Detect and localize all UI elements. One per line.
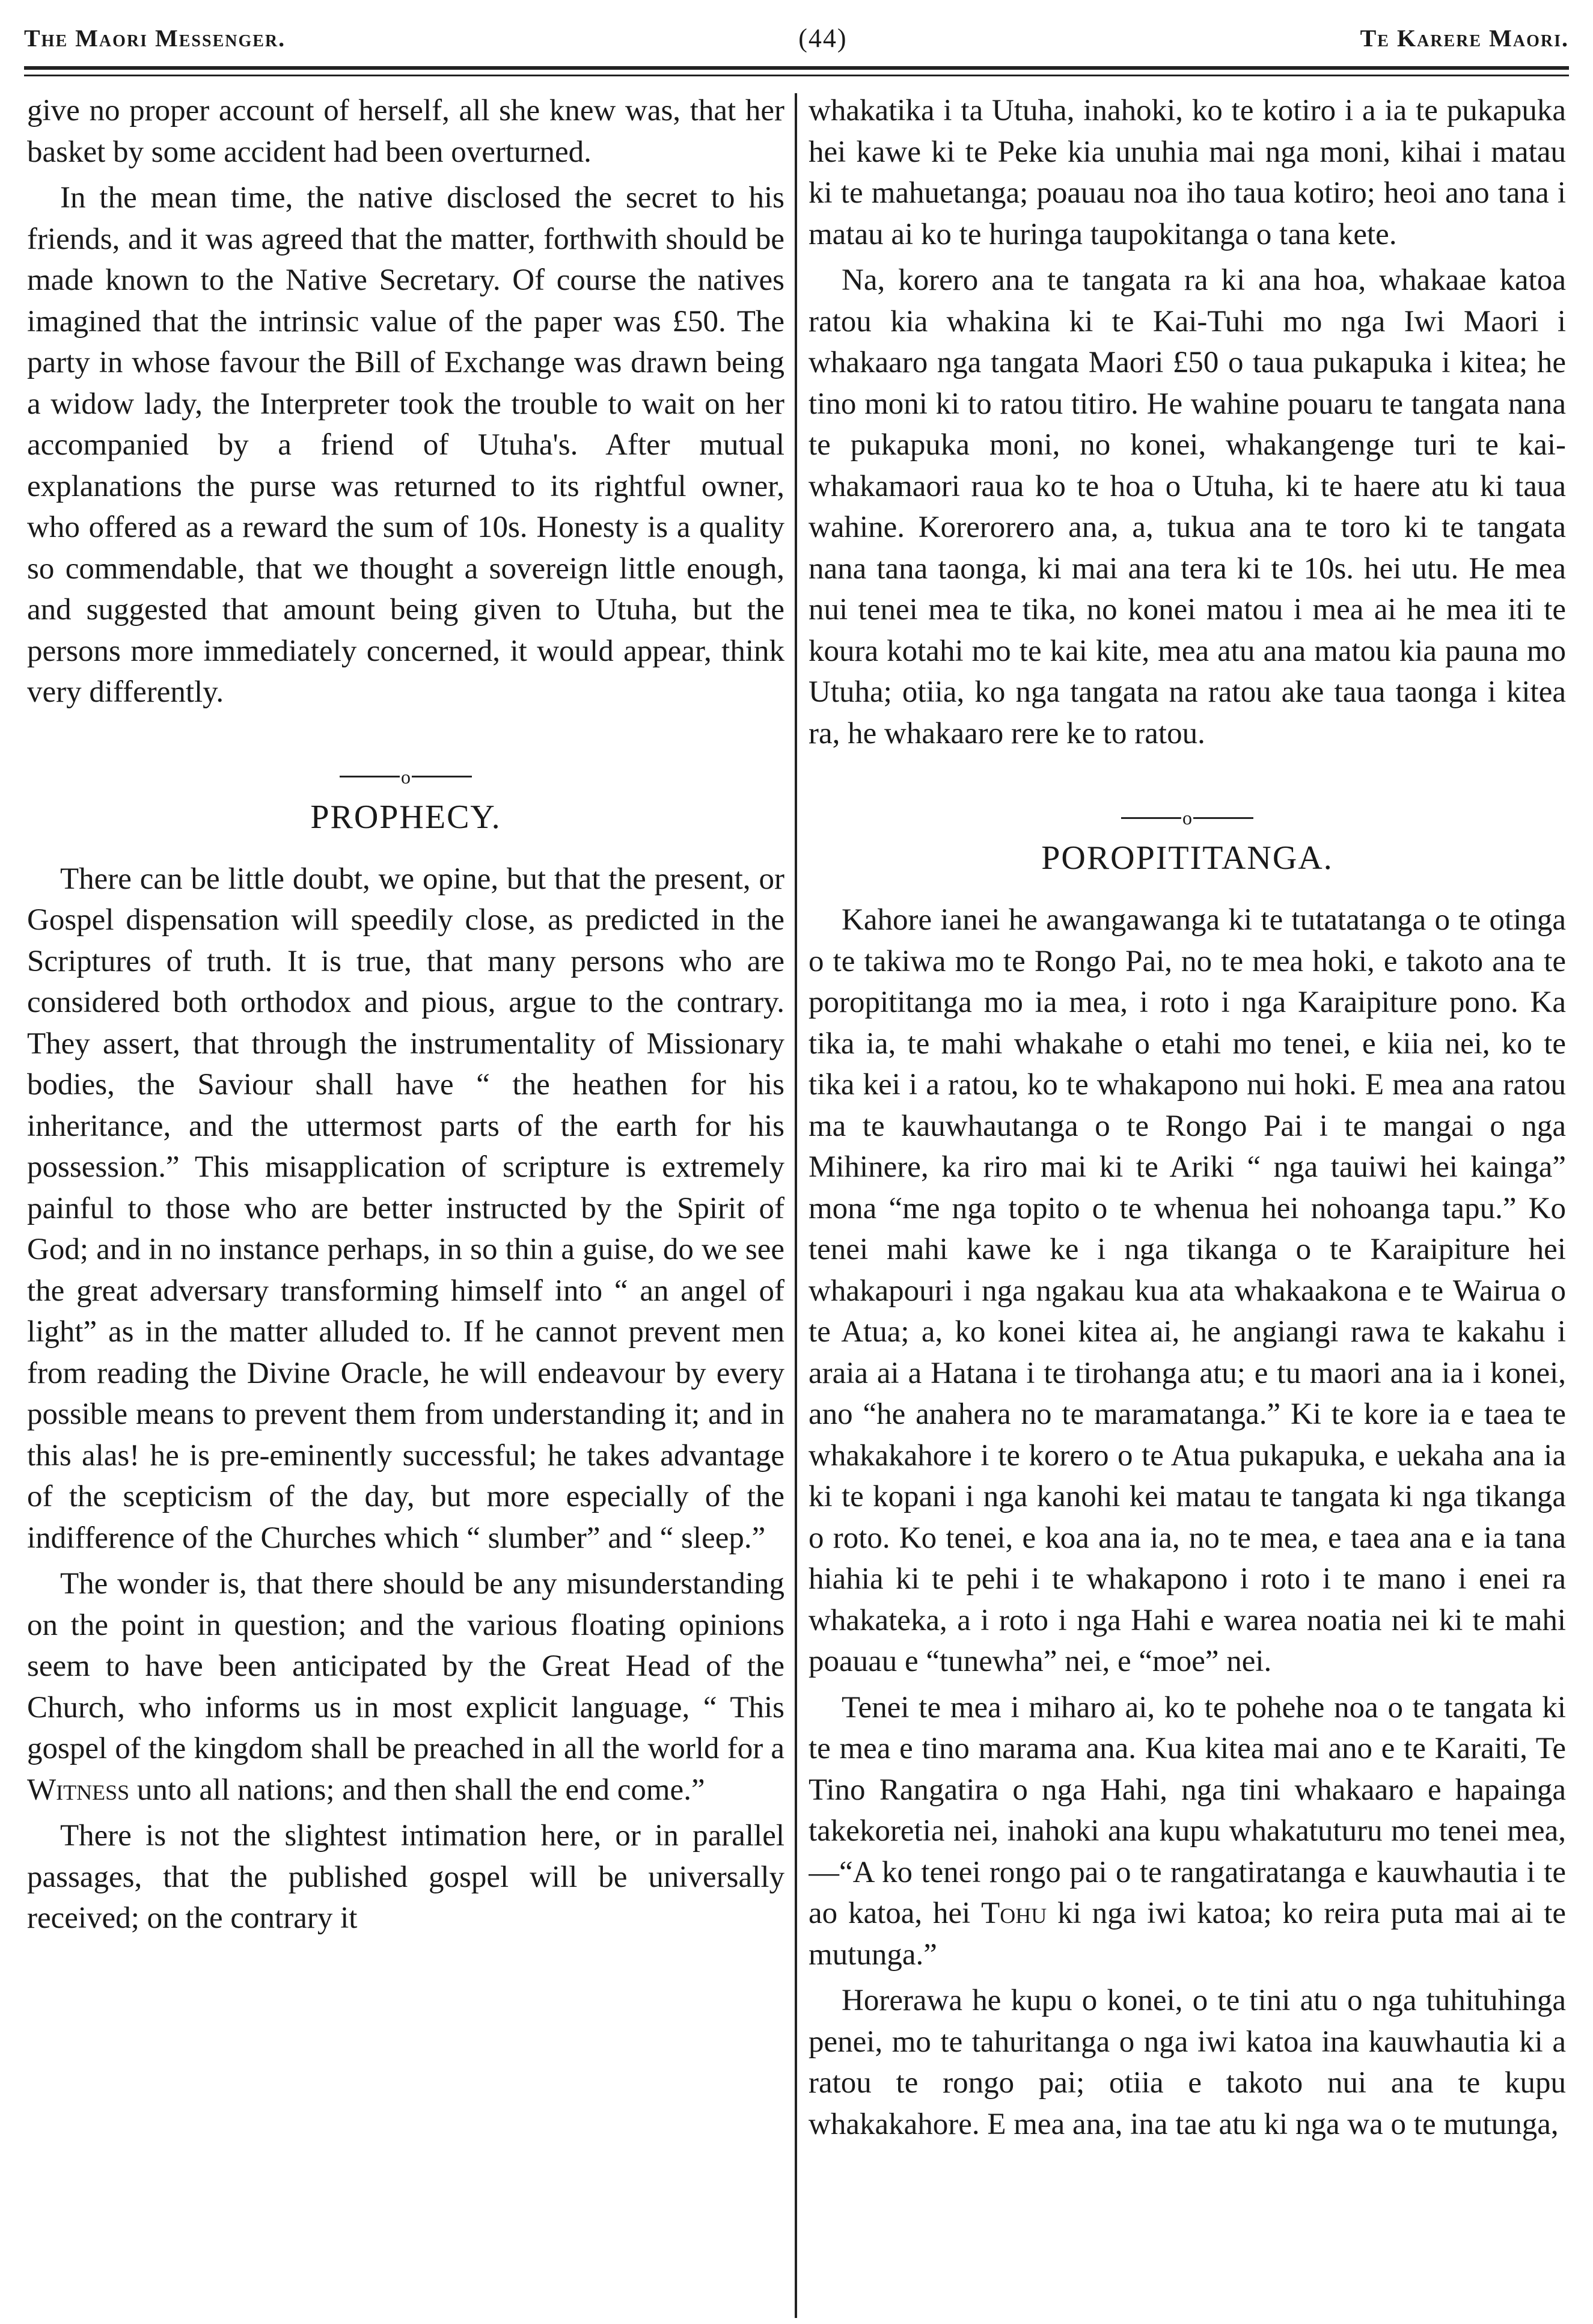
text-run: Tenei te mea i miharo ai, ko te pohehe noa o te tangata ki te mea e tino marama ana. Kua kitea mai ano e te Karaiti, Te Tino Rangatira o nga Hahi, nga tini whakaaro e hapainga takekoretia nei, inahoki ana kupu whakatuturu mo tenei mea, —“A ko tenei rongo pai o te rangatiratanga e kauwhautia i te ao katoa, hei	[809, 1690, 1566, 1930]
section-heading: POROPITITANGA.	[1041, 839, 1333, 877]
paragraph: Kahore ianei he awangawanga ki te tutatatanga o te otinga o te takiwa mo te Rongo Pai, no te mea hoki, e takoto ana te poropititanga mo ia mea, i roto i nga Karaipiture pono. Ka tika ia, te mahi whakahe o etahi mo tenei, e kiia nei, ko te tika kei i a ratou, ko te whakapono nui hoki. E mea ana ratou ma te kauwhautanga o te Rongo Pai i te mangai o nga Mihinere, ka riro mai ki te Ariki “ nga tauiwi hei kainga” mona “me nga topito o te whenua hei nohoanga tapu.” Ko tenei mahi kawe ke i nga tikanga o te Karaipiture hei whakapouri i nga ngakau kua ata whakaakona e te Wairua o te Atua; a, ko konei kitea ai, he angiangi rawa te kakahu i araia ai a Hatana i te tirohanga atu; e tu maori ana ia i konei, ano “he anahera no te maramatanga.” Ki te kore ia e taea te whakakahore i te korero o te Atua pukapuka, e uekaha ana ia ki te kopani i nga kanohi kei matau te tangata ki nga tikanga o roto. Ko tenei, e koa ana ia, no te mea, e taea ana e ia tana hiahia ki te pehi i te whakapono i roto i te mano i enei ra whakateka, a i roto i nga Hahi e warea noatia nei ki te mahi poauau e “tunewha” nei, e “moe” nei.	[809, 903, 1566, 1678]
paragraph: Horerawa he kupu o konei, o te tini atu o nga tuhituhinga penei, mo te tahuritanga o nga iwi katoa ina kauwhautia ki a ratou te rongo pai; otiia e takoto nui ana te kupu whakakahore. E mea ana, ina tae atu ki nga wa o te mutunga,	[809, 1984, 1566, 2141]
paragraph: There can be little doubt, we opine, but that the present, or Gospel dispensation will speedily close, as predicted in the Scriptures of truth. It is true, that many persons who are considered both orthodox and pious, argue to the contrary. They assert, that through the instrumentality of Missionary bodies, the Saviour shall have “ the heathen for his inheritance, and the uttermost parts of the earth for his possession.” This misapplication of scripture is extremely painful to those who are better instructed by the Spirit of God; and in no instance perhaps, in so thin a guise, do we see the great adversary transforming himself into “ an angel of light” as in the matter alluded to. If he cannot prevent men from reading the Divine Oracle, he will endeavour by every possible means to prevent them from understanding it; and in this alas! he is pre-eminently successful; he takes advantage of the scepticism of the day, but more especially of the indifference of the Churches which “ slumber” and “ sleep.”	[27, 862, 784, 1555]
separator-ornament: o	[1182, 807, 1192, 829]
maori-column	[809, 90, 1566, 2318]
page-header	[24, 11, 1569, 65]
text-run: unto all nations; and then shall the end come.”	[129, 1773, 705, 1807]
header-left-title: The Maori Messenger.	[24, 24, 286, 52]
small-caps-word: Witness	[27, 1773, 130, 1807]
paragraph: There is not the slightest intimation here, or in parallel passages, that the published gospel will be universally received; on the contrary it	[27, 1819, 784, 1935]
page-number: (44)	[798, 23, 848, 53]
paragraph: give no proper account of herself, all she knew was, that her basket by some accident had been overturned.	[27, 94, 784, 169]
column-divider	[795, 93, 797, 2318]
small-caps-word: Tohu	[981, 1896, 1047, 1930]
paragraph	[27, 1563, 784, 1810]
header-rule-thick	[24, 66, 1569, 70]
header-right-title: Te Karere Maori.	[1360, 24, 1569, 52]
section-heading: PROPHECY.	[310, 798, 501, 836]
text-run: ki nga iwi katoa; ko reira puta mai ai te mutunga.”	[809, 1896, 1566, 1972]
separator-ornament: o	[401, 765, 411, 788]
header-rule-thin	[24, 75, 1569, 76]
section-separator	[809, 759, 1566, 831]
english-column	[27, 90, 784, 2318]
section-separator	[27, 718, 784, 790]
text-run: The wonder is, that there should be any misunderstanding on the point in question; and the various floating opinions seem to have been anticipated by the Great Head of the Church, who informs us in most explicit language, “ This gospel of the kingdom shall be preached in all the world for a	[27, 1567, 784, 1765]
paragraph: whakatika i ta Utuha, inahoki, ko te kotiro i a ia te pukapuka hei kawe ki te Peke kia unuhia mai nga moni, kihai i matau ki te mahuetanga; poauau noa iho taua kotiro; heoi ano tana i matau ai ko te huringa taupokitanga o tana kete.	[809, 94, 1566, 251]
paragraph: Na, korero ana te tangata ra ki ana hoa, whakaae katoa ratou kia whakina ki te Kai-Tuhi mo nga Iwi Maori i whakaaro nga tangata Maori £50 o taua pukapuka i kitea; he tino moni ki to ratou titiro. He wahine pouaru te tangata nana te pukapuka moni, no konei, whakangenge turi te kai-whakamaori raua ko te hoa o Utuha, ki te haere atu ki taua wahine. Korerorero ana, a, tukua ana te toro ki te tangata nana tana taonga, ki mai ana tera ki te 10s. hei utu. He mea nui tenei mea te tika, no konei matou i mea ai he mea iti te koura kotahi mo te kai kite, mea atu ana matou kia pauna mo Utuha; otiia, ko nga tangata na ratou ake taua taonga i kitea ra, he whakaaro rere ke to ratou.	[809, 263, 1566, 750]
paragraph: In the mean time, the native disclosed the secret to his friends, and it was agreed that the matter, forthwith should be made known to the Native Secretary. Of course the natives imagined that the intrinsic value of the paper was £50. The party in whose favour the Bill of Exchange was drawn being a widow lady, the Interpreter took the trouble to wait on her accompanied by a friend of Utuha's. After mutual explanations the purse was returned to its rightful owner, who offered as a reward the sum of 10s. Honesty is a quality so commendable, that we thought a sovereign little enough, and suggested that amount being given to Utuha, but the persons more immediately concerned, it would appear, think very differently.	[27, 181, 784, 709]
paragraph	[809, 1687, 1566, 1976]
